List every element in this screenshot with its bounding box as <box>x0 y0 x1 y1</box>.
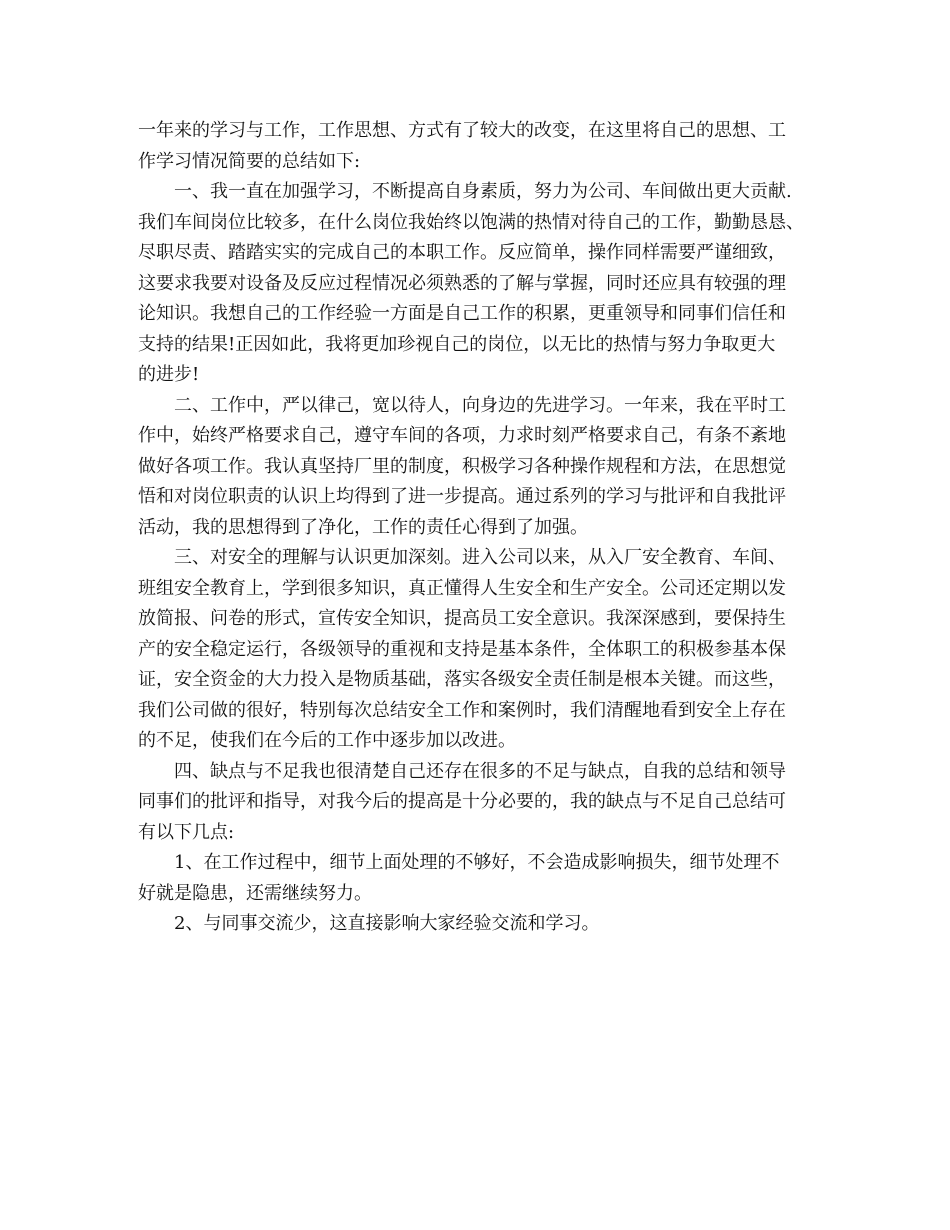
text-line: 作中，始终严格要求自己，遵守车间的各项，力求时刻严格要求自己，有条不紊地 <box>138 425 786 446</box>
text-line: 的进步! <box>138 364 200 385</box>
text-line: 做好各项工作。我认真坚持厂里的制度，积极学习各种操作规程和方法，在思想觉 <box>138 455 786 477</box>
list-item-first-line: 1、在工作过程中，细节上面处理的不够好，不会造成影响损失，细节处理不 <box>174 852 780 873</box>
document-body <box>138 116 818 940</box>
text-line: 有以下几点: <box>138 821 235 843</box>
text-line: 同事们的批评和指导，对我今后的提高是十分必要的，我的缺点与不足自己总结可 <box>138 791 786 812</box>
text-line: 支持的结果!正因如此，我将更加珍视自己的岗位，以无比的热情与努力争取更大 <box>138 333 776 355</box>
text-line: 好就是隐患，还需继续努力。 <box>138 882 372 904</box>
text-line: 的不足，使我们在今后的工作中逐步加以改进。 <box>138 730 516 751</box>
paragraph-first-line: 四、缺点与不足我也很清楚自己还存在很多的不足与缺点，自我的总结和领导 <box>174 760 786 782</box>
text-line: 活动，我的思想得到了净化，工作的责任心得到了加强。 <box>138 516 588 538</box>
paragraph-first-line: 二、工作中，严以律己，宽以待人，向身边的先进学习。一年来，我在平时工 <box>174 394 786 416</box>
text-line: 一年来的学习与工作，工作思想、方式有了较大的改变，在这里将自己的思想、工 <box>138 120 786 141</box>
text-line: 尽职尽责、踏踏实实的完成自己的本职工作。反应简单，操作同样需要严谨细致， <box>138 242 786 263</box>
paragraph-first-line: 一、我一直在加强学习，不断提高自身素质，努力为公司、车间做出更大贡献. <box>174 181 792 202</box>
text-line: 我们车间岗位比较多，在什么岗位我始终以饱满的热情对待自己的工作，勤勤恳恳、 <box>138 211 804 233</box>
text-line: 论知识。我想自己的工作经验一方面是自己工作的积累，更重领导和同事们信任和 <box>138 303 786 324</box>
text-line: 放简报、问卷的形式，宣传安全知识，提高员工安全意识。我深深感到，要保持生 <box>138 608 786 629</box>
text-line: 产的安全稳定运行，各级领导的重视和支持是基本条件，全体职工的积极参基本保 <box>138 638 786 660</box>
text-line: 班组安全教育上，学到很多知识，真正懂得人生安全和生产安全。公司还定期以发 <box>138 577 786 599</box>
paragraph-first-line: 三、对安全的理解与认识更加深刻。进入公司以来，从入厂安全教育、车间、 <box>174 547 786 568</box>
list-item-first-line: 2、与同事交流少，这直接影响大家经验交流和学习。 <box>174 913 600 934</box>
text-line: 我们公司做的很好，特别每次总结安全工作和案例时，我们清醒地看到安全上存在 <box>138 699 786 721</box>
text-line: 悟和对岗位职责的认识上均得到了进一步提高。通过系列的学习与批评和自我批评 <box>138 486 786 507</box>
text-line: 作学习情况简要的总结如下: <box>138 150 361 172</box>
text-line: 证，安全资金的大力投入是物质基础，落实各级安全责任制是根本关键。而这些， <box>138 669 786 690</box>
text-line: 这要求我要对设备及反应过程情况必须熟悉的了解与掌握，同时还应具有较强的理 <box>138 272 786 294</box>
